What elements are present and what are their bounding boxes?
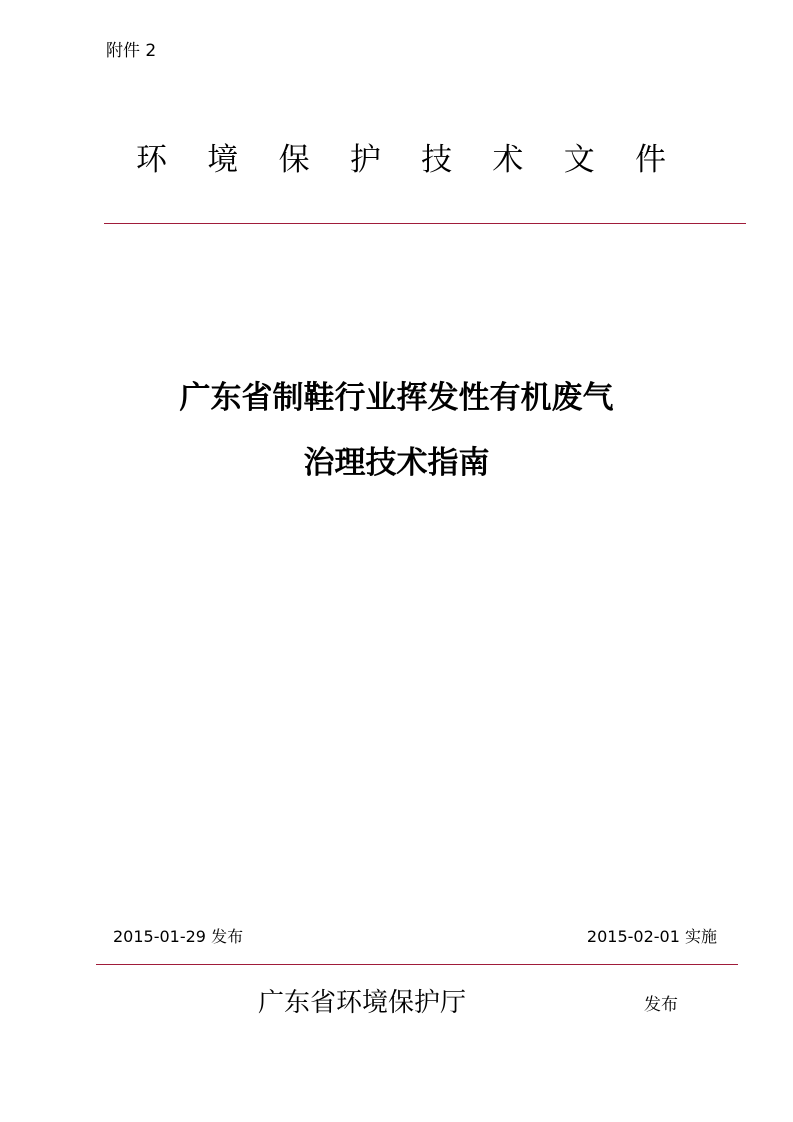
document-title-line-2: 治理技术指南 [303,445,490,481]
footer-divider [96,964,738,965]
issue-date: 2015-01-29 发布 [113,927,244,946]
doc-type-char: 文 [563,142,595,178]
issuing-action: 发布 [644,995,678,1015]
issuing-authority: 广东省环境保护厅 [258,988,467,1018]
document-title-line-1: 广东省制鞋行业挥发性有机废气 [179,380,614,416]
doc-type-char: 术 [492,142,524,178]
effective-date: 2015-02-01 实施 [586,927,717,946]
doc-type-char: 境 [207,142,239,178]
doc-type-char: 环 [136,142,167,178]
attachment-label: 附件 2 [106,41,157,61]
doc-type-char: 保 [278,142,310,178]
document-type-heading [136,140,666,180]
doc-type-char: 技 [421,142,453,178]
header-divider [104,223,746,224]
doc-type-char: 护 [349,142,381,178]
doc-type-char: 件 [634,142,666,178]
